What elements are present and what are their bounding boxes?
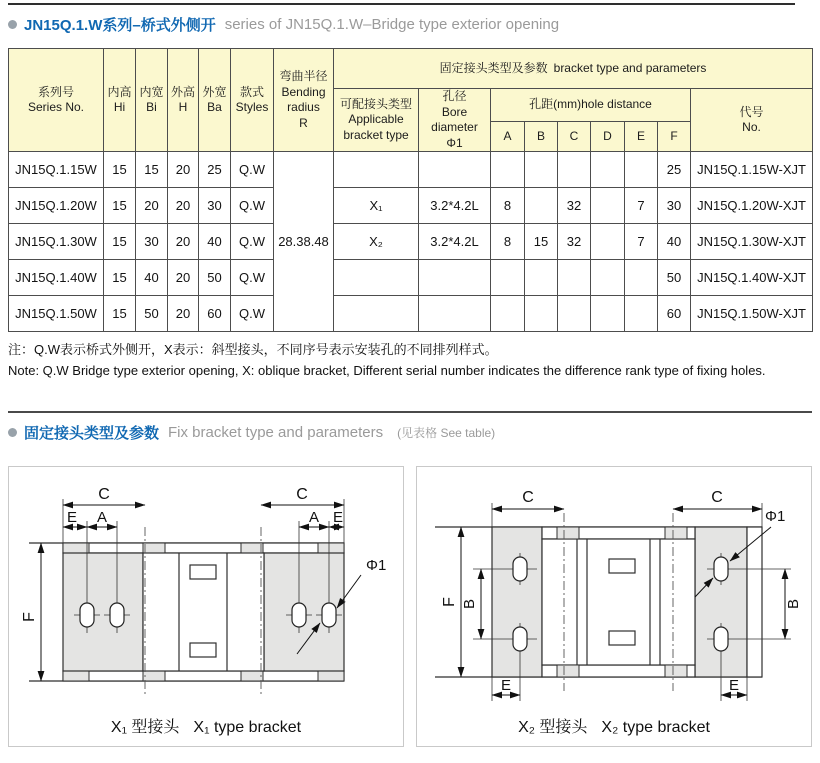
x2-bracket-drawing — [417, 469, 811, 713]
section2-hint: (见表格 See table) — [397, 425, 496, 440]
x2-caption: X₂ 型接头 X₂ type bracket — [518, 718, 710, 736]
dim-label-c: C — [98, 485, 110, 503]
catalog-page — [0, 3, 820, 747]
section-bullet-icon — [8, 428, 17, 437]
col-header-e: E — [625, 121, 658, 152]
col-header-c: C — [558, 121, 591, 152]
cell-series: JN15Q.1.50W — [9, 296, 104, 332]
cell-bending-radius: 28.38.48 — [274, 152, 334, 332]
dim-label-a: A — [96, 508, 108, 526]
col-header-ba: 外宽 Ba — [199, 49, 231, 152]
top-rule — [8, 3, 795, 5]
x1-caption: X₁ 型接头 X₁ type bracket — [110, 718, 302, 736]
col-header-f: F — [658, 121, 691, 152]
cell-code: JN15Q.1.50W-XJT — [691, 296, 813, 332]
section1-title-cn: JN15Q.1.W系列–桥式外侧开 — [24, 17, 216, 34]
section2-title-en: Fix bracket type and parameters — [168, 423, 384, 441]
section2-header — [8, 422, 812, 443]
col-header-code: 代号 No. — [691, 89, 813, 152]
dim-label-c: C — [711, 488, 723, 506]
dim-label-a: A — [308, 508, 320, 526]
dim-label-phi: Φ1 — [765, 507, 786, 525]
group-header-bracket-params: 固定接头类型及参数 bracket type and parameters — [334, 49, 813, 89]
table-row: JN15Q.1.30W 15 30 20 40 Q.W X₂ 3.2*4.2L 8 15 32 7 40 JN15Q.1.30W-XJT — [9, 224, 813, 260]
section1-title-en: series of JN15Q.1.W–Bridge type exterior opening — [224, 16, 560, 33]
dim-label-f: F — [21, 611, 38, 622]
table-row: JN15Q.1.40W 15 40 20 50 Q.W 50 JN15Q.1.40W-XJT — [9, 260, 813, 296]
note-cn: 注：Q.W表示桥式外侧开，X表示：斜型接头，不同序号表示安装孔的不同排列样式。 — [8, 342, 498, 358]
dim-label-c: C — [522, 488, 534, 506]
section2-title-cn: 固定接头类型及参数 — [24, 424, 160, 442]
dim-label-e: E — [728, 676, 740, 694]
col-header-h: 外高 H — [168, 49, 199, 152]
col-header-hole-distance: 孔距(mm)hole distance — [491, 89, 691, 122]
col-header-bi: 内宽 Bi — [136, 49, 168, 152]
col-header-d: D — [591, 121, 625, 152]
cell-series: JN15Q.1.40W — [9, 260, 104, 296]
cell-series: JN15Q.1.30W — [9, 224, 104, 260]
table-row: JN15Q.1.50W 15 50 20 60 Q.W 60 JN15Q.1.50W-XJT — [9, 296, 813, 332]
note-en: Note: Q.W Bridge type exterior opening, X: oblique bracket, Different serial number indicates the difference rank type of fixing holes. — [8, 362, 766, 378]
section-bullet-icon — [8, 20, 17, 29]
dim-label-e: E — [66, 508, 78, 526]
col-header-series: 系列号 Series No. — [9, 49, 104, 152]
dim-label-b: B — [785, 598, 802, 609]
x1-bracket-drawing — [9, 469, 403, 713]
section-divider — [8, 411, 812, 413]
col-header-a: A — [491, 121, 525, 152]
cell-code: JN15Q.1.30W-XJT — [691, 224, 813, 260]
dim-label-b: B — [461, 598, 478, 609]
bracket-drawings — [8, 466, 812, 747]
dim-label-c: C — [296, 485, 308, 503]
cell-code: JN15Q.1.20W-XJT — [691, 188, 813, 224]
dim-label-e: E — [500, 676, 512, 694]
dim-label-f: F — [441, 596, 458, 607]
cell-code: JN15Q.1.15W-XJT — [691, 152, 813, 188]
col-header-bracket-type: 可配接头类型 Applicable bracket type — [334, 89, 419, 152]
cell-series: JN15Q.1.20W — [9, 188, 104, 224]
section1-header — [8, 14, 812, 35]
cell-series: JN15Q.1.15W — [9, 152, 104, 188]
col-header-styles: 款式 Styles — [231, 49, 274, 152]
col-header-radius: 弯曲半径 Bending radius R — [274, 49, 334, 152]
x2-bracket-panel — [416, 466, 812, 747]
col-header-bore: 孔径 Bore diameter Φ1 — [419, 89, 491, 152]
dim-label-e: E — [332, 508, 344, 526]
table-notes — [8, 340, 812, 380]
table-row: JN15Q.1.15W 15 15 20 25 Q.W 28.38.48 25 JN15Q.1.15W-XJT — [9, 152, 813, 188]
col-header-b: B — [525, 121, 558, 152]
x1-bracket-panel — [8, 466, 404, 747]
cell-code: JN15Q.1.40W-XJT — [691, 260, 813, 296]
spec-table — [8, 48, 813, 332]
table-row: JN15Q.1.20W 15 20 20 30 Q.W X₁ 3.2*4.2L 8 32 7 30 JN15Q.1.20W-XJT — [9, 188, 813, 224]
dim-label-phi: Φ1 — [366, 556, 387, 574]
col-header-hi: 内高 Hi — [104, 49, 136, 152]
